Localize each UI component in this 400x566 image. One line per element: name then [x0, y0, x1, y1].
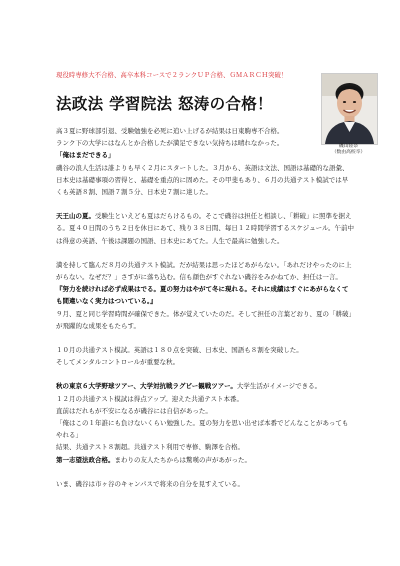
body-line: [56, 454, 354, 466]
body-paragraph: [56, 259, 354, 308]
body-text: まわりの友人たちからは驚嘆の声があがった。: [114, 455, 251, 464]
portrait-image: [322, 74, 377, 144]
body-line: [56, 380, 354, 392]
page-title: 法政法 学習院法 怒涛の合格！: [56, 95, 273, 113]
body-emphasis: 秋の東京６大学野球ツアー、大学対抗戦ラグビー観戦ツアー。: [56, 382, 237, 391]
body-paragraph: 磯谷の浪人生活は誰よりも早く２月にスタートした。３月から、英語は文法、国語は基礎的な語彙、日本史は基礎事項の習得と、基礎を重点的に固めた。その甲斐もあり、６月の共通テスト模試では早くも英語８割、国語７割５分、日本史７割に達した。: [56, 163, 349, 197]
body-quote: 「俺はこの１年誰にも負けないくらい勉強した。夏の努力を思い出せば本番でどんなことがあってもやれる」: [56, 419, 349, 440]
body-line: いま、磯谷は市ヶ谷のキャンパスで将来の自分を見すえている。: [56, 479, 245, 488]
body-line: １０月の共通テスト模試。英語は１８０点を突破、日本史、国語も８割を突破した。: [56, 346, 303, 355]
body-text: 大学生活がイメージできる。: [236, 382, 322, 391]
body-text: 満を持して臨んだ８月の共通テスト模試。だが結果は思ったほどあがらない。「あれだけやったのに上がらない。なぜだ？」さすがに落ち込む。信も顔色がすぐれない磯谷をみかねてか、担任は一言。: [56, 260, 352, 282]
body-quote: 「俺はまだできる」: [56, 151, 115, 160]
body-line: 結果、共通テスト８割超。共通テスト利用で専修、駒澤を合格。: [56, 443, 244, 452]
body-emphasis: 第一志望法政合格。: [56, 455, 115, 464]
profile-card: [321, 73, 376, 159]
body-emphasis: 天王山の夏。: [56, 212, 95, 221]
body-line: 直前はだれもが不安になるが磯谷には自信があった。: [56, 406, 212, 415]
body-emphasis: 『努力を続ければ必ず成果はでる。夏の努力はやがて冬に現れる。それに成績はすぐにあがらなくても間違いなく実力はついている。』: [56, 285, 349, 306]
body-line: そしてメンタルコントロールが重要な秋。: [56, 358, 180, 367]
body-paragraph: [56, 210, 354, 247]
body-paragraph: ９月、夏と同じ学習時間が確保できた。体が覚えていたのだ。そして担任の言葉どおり、夏の「耕破」が飛躍的な成果をもたらす。: [56, 309, 352, 330]
body-text: 受験生といえども夏はだらけるもの。そこで磯谷は担任と相談し、「耕破」に照準を据える。夏４０日間のうち２日を休日にあて、残り３８日間、毎日１２時間学習するスケジュール。午前中は得意の英語、午後は課題の国語、日本史にあてた。人生で最高に勉強した。: [56, 212, 354, 245]
student-school: （数由高校卒）: [331, 150, 366, 156]
body-line: 高３夏に野球部引退、受験勉強を必死に追い上げるが結果は日東駒専不合格。: [56, 127, 284, 135]
student-photo: [321, 73, 378, 145]
body-line: １２月の共通テスト模試は得点アップ。迎えた共通テスト本番。: [56, 394, 244, 403]
header-tagline: 現役時専修大不合格、高卒本科コースで２ランクＵＰ合格、ＧＭＡＲＣＨ突破！: [56, 71, 288, 79]
student-name: 磯山陸奈: [338, 144, 359, 149]
body-line: ランク下の大学にはなんとか合格したが満足できない気持ちは晴れなかった。: [56, 139, 284, 148]
photo-caption: [321, 144, 376, 156]
